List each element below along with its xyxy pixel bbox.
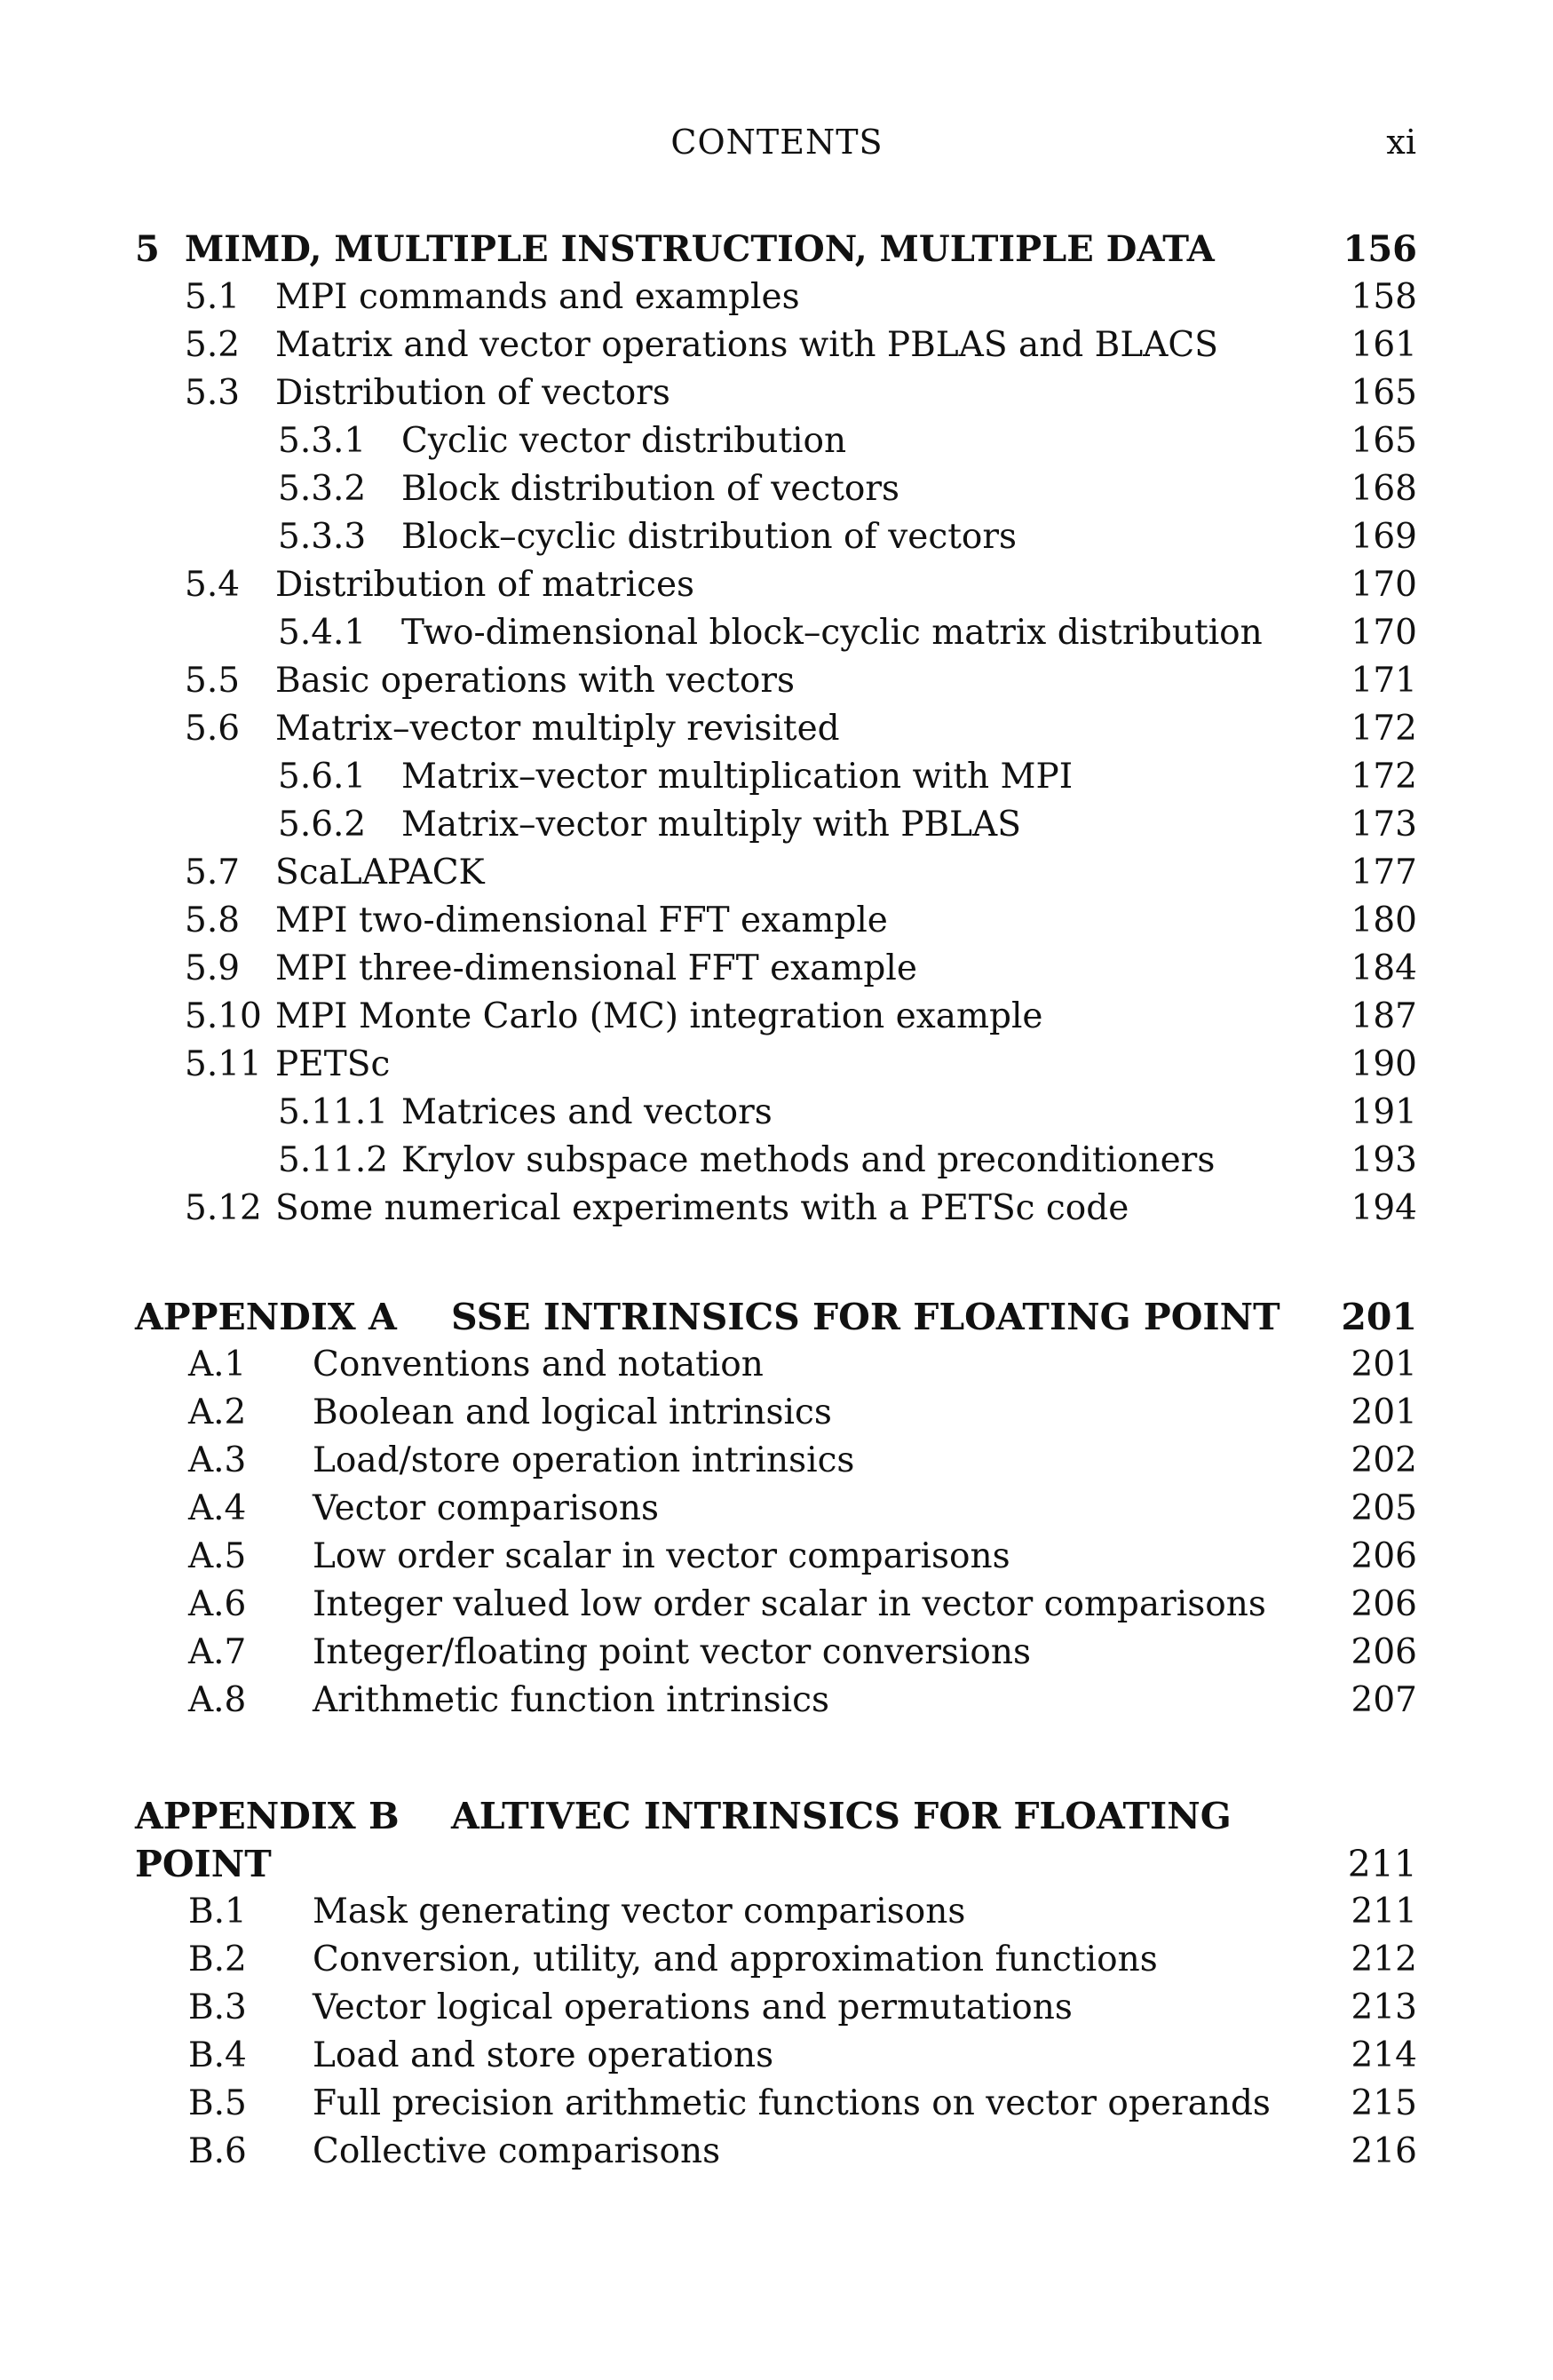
- entry-title: MPI commands and examples: [275, 277, 800, 317]
- entry-number: 5.11.2: [278, 1140, 389, 1180]
- entry-number: 5.3.1: [278, 421, 367, 461]
- chapter-page: 156: [1343, 228, 1417, 270]
- toc-entry-5-4[interactable]: [0, 561, 1553, 609]
- entry-title: Arithmetic function intrinsics: [313, 1680, 830, 1720]
- entry-page: 180: [1351, 900, 1417, 940]
- toc-entry-5-3-1[interactable]: [0, 417, 1553, 465]
- entry-title: Matrix and vector operations with PBLAS and BLACS: [275, 325, 1218, 365]
- entry-number: B.3: [188, 1987, 247, 2027]
- entry-title: Full precision arithmetic functions on vector operands: [313, 2083, 1271, 2123]
- entry-page: 207: [1351, 1680, 1417, 1720]
- entry-title: Integer/floating point vector conversions: [313, 1632, 1032, 1672]
- entry-number: A.7: [188, 1632, 247, 1672]
- entry-title: Matrices and vectors: [401, 1092, 773, 1132]
- entry-page: 202: [1351, 1440, 1417, 1480]
- running-header: [138, 123, 1416, 172]
- toc-entry-b-6[interactable]: [0, 2128, 1553, 2176]
- entry-page: 206: [1351, 1584, 1417, 1624]
- entry-number: 5.10: [185, 996, 262, 1036]
- entry-title: Low order scalar in vector comparisons: [313, 1536, 1010, 1576]
- appendix-title: ALTIVEC INTRINSICS FOR FLOATING: [451, 1795, 1232, 1837]
- toc-entry-5-11-1[interactable]: [0, 1089, 1553, 1137]
- entry-page: 161: [1351, 325, 1417, 365]
- entry-page: 211: [1351, 1892, 1417, 1932]
- appendix-label: APPENDIX B: [135, 1795, 400, 1837]
- entry-title: Conversion, utility, and approximation functions: [313, 1940, 1158, 1979]
- toc-entry-5-3-3[interactable]: [0, 513, 1553, 561]
- toc-entry-a-7[interactable]: [0, 1629, 1553, 1677]
- entry-number: 5.7: [185, 853, 241, 892]
- toc-entry-5-6[interactable]: [0, 705, 1553, 753]
- entry-number: 5.4: [185, 565, 241, 605]
- entry-title: Matrix–vector multiply with PBLAS: [401, 805, 1021, 845]
- entry-page: 214: [1351, 2035, 1417, 2075]
- entry-title: Integer valued low order scalar in vector comparisons: [313, 1584, 1266, 1624]
- entry-number: B.2: [188, 1940, 247, 1979]
- entry-title: Krylov subspace methods and preconditioners: [401, 1140, 1216, 1180]
- entry-page: 194: [1351, 1188, 1417, 1228]
- entry-page: 205: [1351, 1488, 1417, 1528]
- toc-entry-5-6-2[interactable]: [0, 801, 1553, 849]
- entry-number: A.1: [188, 1345, 247, 1384]
- entry-page: 158: [1351, 277, 1417, 317]
- toc-entry-5-7[interactable]: [0, 849, 1553, 897]
- entry-page: 173: [1351, 805, 1417, 845]
- entry-title: MPI three-dimensional FFT example: [275, 948, 917, 988]
- entry-page: 206: [1351, 1632, 1417, 1672]
- entry-title: Mask generating vector comparisons: [313, 1892, 966, 1932]
- toc-entry-5-11[interactable]: [0, 1041, 1553, 1089]
- entry-number: 5.11: [185, 1044, 262, 1084]
- entry-number: B.6: [188, 2131, 247, 2171]
- entry-number: 5.2: [185, 325, 241, 365]
- toc-entry-a-6[interactable]: [0, 1581, 1553, 1629]
- entry-title: Distribution of matrices: [275, 565, 695, 605]
- entry-number: A.4: [188, 1488, 247, 1528]
- entry-page: 215: [1351, 2083, 1417, 2123]
- entry-number: A.6: [188, 1584, 247, 1624]
- entry-number: 5.4.1: [278, 613, 367, 653]
- toc-entry-a-8[interactable]: [0, 1677, 1553, 1725]
- entry-title: Distribution of vectors: [275, 373, 670, 413]
- toc-entry-5-6-1[interactable]: [0, 753, 1553, 801]
- entry-number: 5.3: [185, 373, 241, 413]
- entry-title: Conventions and notation: [313, 1345, 764, 1384]
- appendix-a-heading[interactable]: [0, 1293, 1553, 1341]
- entry-title: Collective comparisons: [313, 2131, 721, 2171]
- entry-number: 5.6: [185, 709, 241, 749]
- entry-title: PETSc: [275, 1044, 391, 1084]
- entry-title: Load and store operations: [313, 2035, 774, 2075]
- entry-title: Block–cyclic distribution of vectors: [401, 517, 1018, 557]
- toc-entry-5-8[interactable]: [0, 897, 1553, 945]
- entry-title: Block distribution of vectors: [401, 469, 900, 509]
- entry-number: A.3: [188, 1440, 247, 1480]
- entry-title: Cyclic vector distribution: [401, 421, 847, 461]
- entry-title: Two-dimensional block–cyclic matrix distribution: [401, 613, 1263, 653]
- entry-number: 5.8: [185, 900, 241, 940]
- entry-page: 165: [1351, 373, 1417, 413]
- entry-title: Matrix–vector multiplication with MPI: [401, 757, 1074, 797]
- entry-page: 187: [1351, 996, 1417, 1036]
- entry-number: 5.3.2: [278, 469, 367, 509]
- entry-number: 5.1: [185, 277, 241, 317]
- appendix-title: SSE INTRINSICS FOR FLOATING POINT: [451, 1296, 1280, 1338]
- toc-entry-5-4-1[interactable]: [0, 609, 1553, 657]
- entry-page: 169: [1351, 517, 1417, 557]
- appendix-label: APPENDIX A: [135, 1296, 397, 1338]
- entry-number: B.1: [188, 1892, 247, 1932]
- entry-page: 193: [1351, 1140, 1417, 1180]
- entry-number: A.8: [188, 1680, 247, 1720]
- entry-page: 168: [1351, 469, 1417, 509]
- entry-number: 5.6.2: [278, 805, 367, 845]
- toc-entry-a-4[interactable]: [0, 1485, 1553, 1533]
- entry-page: 201: [1351, 1392, 1417, 1432]
- entry-title: Basic operations with vectors: [275, 661, 796, 701]
- appendix-page: 211: [1347, 1843, 1417, 1885]
- appendix-b-heading[interactable]: [0, 1792, 1553, 1840]
- chapter-number: 5: [135, 228, 160, 270]
- appendix-page: 201: [1341, 1296, 1417, 1338]
- appendix-b-heading-cont[interactable]: [0, 1840, 1553, 1888]
- toc-entry-a-2[interactable]: [0, 1389, 1553, 1437]
- entry-number: B.4: [188, 2035, 247, 2075]
- entry-page: 201: [1351, 1345, 1417, 1384]
- entry-page: 171: [1351, 661, 1417, 701]
- entry-page: 191: [1351, 1092, 1417, 1132]
- entry-title: Matrix–vector multiply revisited: [275, 709, 840, 749]
- entry-page: 190: [1351, 1044, 1417, 1084]
- chapter-5-heading[interactable]: [0, 226, 1553, 274]
- toc-entry-5-3-2[interactable]: [0, 465, 1553, 513]
- entry-title: Vector logical operations and permutations: [313, 1987, 1073, 2027]
- entry-number: 5.12: [185, 1188, 262, 1228]
- toc-entry-b-1[interactable]: [0, 1888, 1553, 1936]
- entry-number: A.2: [188, 1392, 247, 1432]
- page-numeral: xi: [1386, 123, 1416, 162]
- entry-page: 165: [1351, 421, 1417, 461]
- entry-number: B.5: [188, 2083, 247, 2123]
- entry-title: Boolean and logical intrinsics: [313, 1392, 832, 1432]
- entry-title: ScaLAPACK: [275, 853, 485, 892]
- toc-entry-b-4[interactable]: [0, 2032, 1553, 2080]
- entry-number: 5.9: [185, 948, 241, 988]
- entry-number: 5.6.1: [278, 757, 367, 797]
- entry-title: MPI Monte Carlo (MC) integration example: [275, 996, 1043, 1036]
- entry-title: Load/store operation intrinsics: [313, 1440, 855, 1480]
- chapter-title: MIMD, MULTIPLE INSTRUCTION, MULTIPLE DATA: [185, 228, 1215, 270]
- entry-page: 216: [1351, 2131, 1417, 2171]
- entry-page: 170: [1351, 613, 1417, 653]
- entry-title: Some numerical experiments with a PETSc code: [275, 1188, 1129, 1228]
- toc-entry-5-10[interactable]: [0, 993, 1553, 1041]
- toc-entry-5-12[interactable]: [0, 1185, 1553, 1233]
- entry-title: MPI two-dimensional FFT example: [275, 900, 888, 940]
- toc-entry-5-5[interactable]: [0, 657, 1553, 705]
- toc-entry-5-2[interactable]: [0, 321, 1553, 369]
- entry-number: 5.3.3: [278, 517, 367, 557]
- entry-page: 172: [1351, 709, 1417, 749]
- entry-number: 5.5: [185, 661, 241, 701]
- toc-entry-b-3[interactable]: [0, 1984, 1553, 2032]
- entry-page: 213: [1351, 1987, 1417, 2027]
- appendix-title-continued: POINT: [135, 1843, 272, 1885]
- toc-entry-b-2[interactable]: [0, 1936, 1553, 1984]
- toc-entry-a-5[interactable]: [0, 1533, 1553, 1581]
- toc-entry-5-11-2[interactable]: [0, 1137, 1553, 1185]
- entry-page: 206: [1351, 1536, 1417, 1576]
- entry-number: A.5: [188, 1536, 247, 1576]
- entry-page: 170: [1351, 565, 1417, 605]
- toc-entry-a-3[interactable]: [0, 1437, 1553, 1485]
- entry-page: 212: [1351, 1940, 1417, 1979]
- toc-entry-5-9[interactable]: [0, 945, 1553, 993]
- entry-page: 172: [1351, 757, 1417, 797]
- entry-title: Vector comparisons: [313, 1488, 659, 1528]
- entry-page: 177: [1351, 853, 1417, 892]
- running-title: CONTENTS: [670, 123, 883, 162]
- entry-number: 5.11.1: [278, 1092, 389, 1132]
- toc-entry-a-1[interactable]: [0, 1341, 1553, 1389]
- toc-entry-5-3[interactable]: [0, 369, 1553, 417]
- toc-entry-5-1[interactable]: [0, 274, 1553, 321]
- toc-entry-b-5[interactable]: [0, 2080, 1553, 2128]
- entry-page: 184: [1351, 948, 1417, 988]
